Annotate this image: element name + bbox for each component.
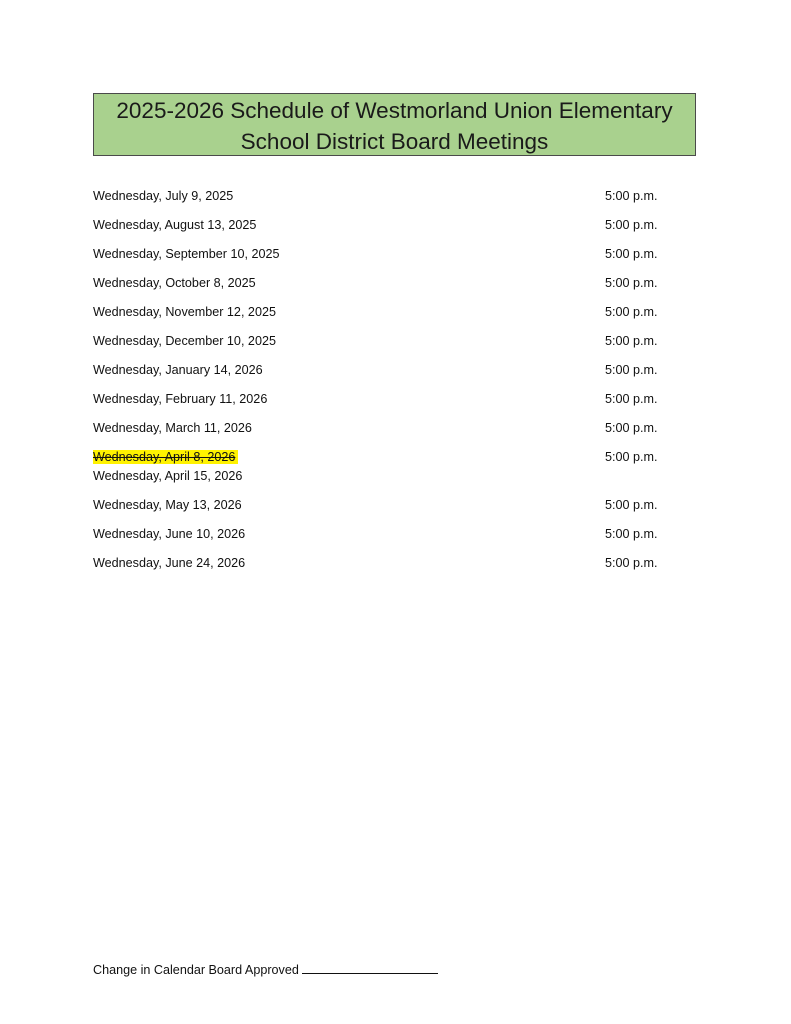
meeting-time: 5:00 p.m. xyxy=(605,334,658,348)
meeting-time: 5:00 p.m. xyxy=(605,247,658,261)
meeting-date: Wednesday, November 12, 2025 xyxy=(93,305,276,319)
title-line-2: School District Board Meetings xyxy=(240,129,549,154)
meeting-date-cancelled xyxy=(93,449,238,465)
meeting-time: 5:00 p.m. xyxy=(605,363,658,377)
meeting-date: Wednesday, January 14, 2026 xyxy=(93,363,263,377)
page-title xyxy=(93,93,696,156)
meeting-time: 5:00 p.m. xyxy=(605,421,658,435)
meeting-time: 5:00 p.m. xyxy=(605,218,658,232)
meeting-time: 5:00 p.m. xyxy=(605,450,658,464)
cancelled-date-text: Wednesday, April 8, 2026 xyxy=(93,450,238,464)
meeting-date: Wednesday, June 24, 2026 xyxy=(93,556,246,570)
meeting-time: 5:00 p.m. xyxy=(605,305,658,319)
meeting-date: Wednesday, March 11, 2026 xyxy=(93,421,252,435)
meeting-time: 5:00 p.m. xyxy=(605,276,658,290)
meeting-date: Wednesday, August 13, 2025 xyxy=(93,218,257,232)
meeting-time: 5:00 p.m. xyxy=(605,527,658,541)
approval-label: Change in Calendar Board Approved xyxy=(93,963,299,977)
meeting-date: Wednesday, December 10, 2025 xyxy=(93,334,276,348)
meeting-date: Wednesday, February 11, 2026 xyxy=(93,392,268,406)
approval-footer xyxy=(93,961,438,978)
meeting-date-rescheduled: Wednesday, April 15, 2026 xyxy=(93,469,243,483)
meeting-time: 5:00 p.m. xyxy=(605,392,658,406)
meeting-date: Wednesday, May 13, 2026 xyxy=(93,498,242,512)
meeting-date: Wednesday, September 10, 2025 xyxy=(93,247,280,261)
signature-line xyxy=(302,961,438,974)
title-line-1: 2025-2026 Schedule of Westmorland Union Elementary xyxy=(116,98,673,123)
meeting-time: 5:00 p.m. xyxy=(605,498,658,512)
meeting-date: Wednesday, June 10, 2026 xyxy=(93,527,246,541)
meeting-date: Wednesday, July 9, 2025 xyxy=(93,189,234,203)
meeting-time: 5:00 p.m. xyxy=(605,189,658,203)
meeting-time: 5:00 p.m. xyxy=(605,556,658,570)
meeting-date: Wednesday, October 8, 2025 xyxy=(93,276,256,290)
